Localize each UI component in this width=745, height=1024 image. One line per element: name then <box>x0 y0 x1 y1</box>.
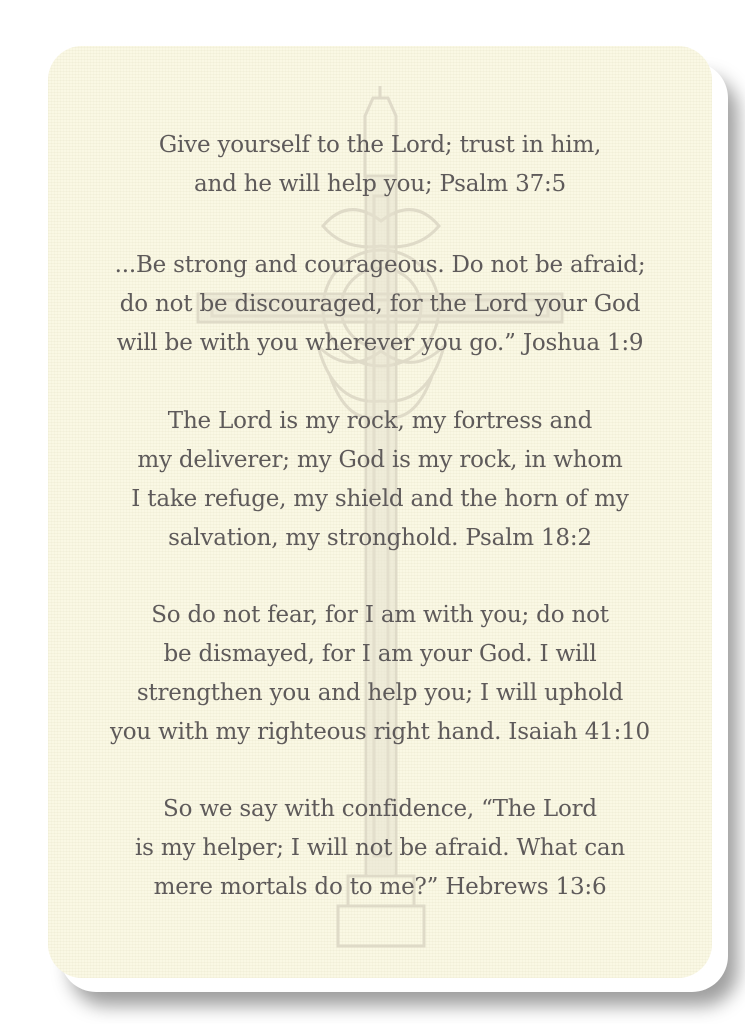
verse-joshua-1-9 <box>48 246 712 363</box>
verse-line: you with my righteous right hand. Isaiah 41:10 <box>109 719 650 745</box>
verse-line: I take refuge, my shield and the horn of my <box>131 486 629 512</box>
verse-hebrews-13-6 <box>48 790 712 907</box>
verse-line: The Lord is my rock, my fortress and <box>167 408 593 434</box>
verse-line: salvation, my stronghold. Psalm 18:2 <box>168 525 592 551</box>
verse-line: will be with you wherever you go.” Joshua 1:9 <box>116 330 644 356</box>
verse-line: So do not fear, for I am with you; do not <box>151 602 609 628</box>
verse-line: is my helper; I will not be afraid. What can <box>134 835 626 861</box>
verse-psalm-37-5 <box>48 126 712 204</box>
verse-line: mere mortals do to me?” Hebrews 13:6 <box>153 874 607 900</box>
verse-line: be dismayed, for I am your God. I will <box>163 641 597 667</box>
verse-line: strengthen you and help you; I will uphold <box>136 680 624 706</box>
verse-card <box>48 46 712 978</box>
verse-line: Give yourself to the Lord; trust in him, <box>158 132 602 158</box>
verse-isaiah-41-10 <box>48 596 712 752</box>
verse-line: and he will help you; Psalm 37:5 <box>194 171 566 197</box>
verse-line: do not be discouraged, for the Lord your God <box>119 291 641 317</box>
verse-line: my deliverer; my God is my rock, in whom <box>137 447 623 473</box>
verse-list <box>48 46 712 978</box>
verse-line: ...Be strong and courageous. Do not be afraid; <box>114 252 646 278</box>
verse-psalm-18-2 <box>48 402 712 558</box>
verse-line: So we say with confidence, “The Lord <box>163 796 597 822</box>
